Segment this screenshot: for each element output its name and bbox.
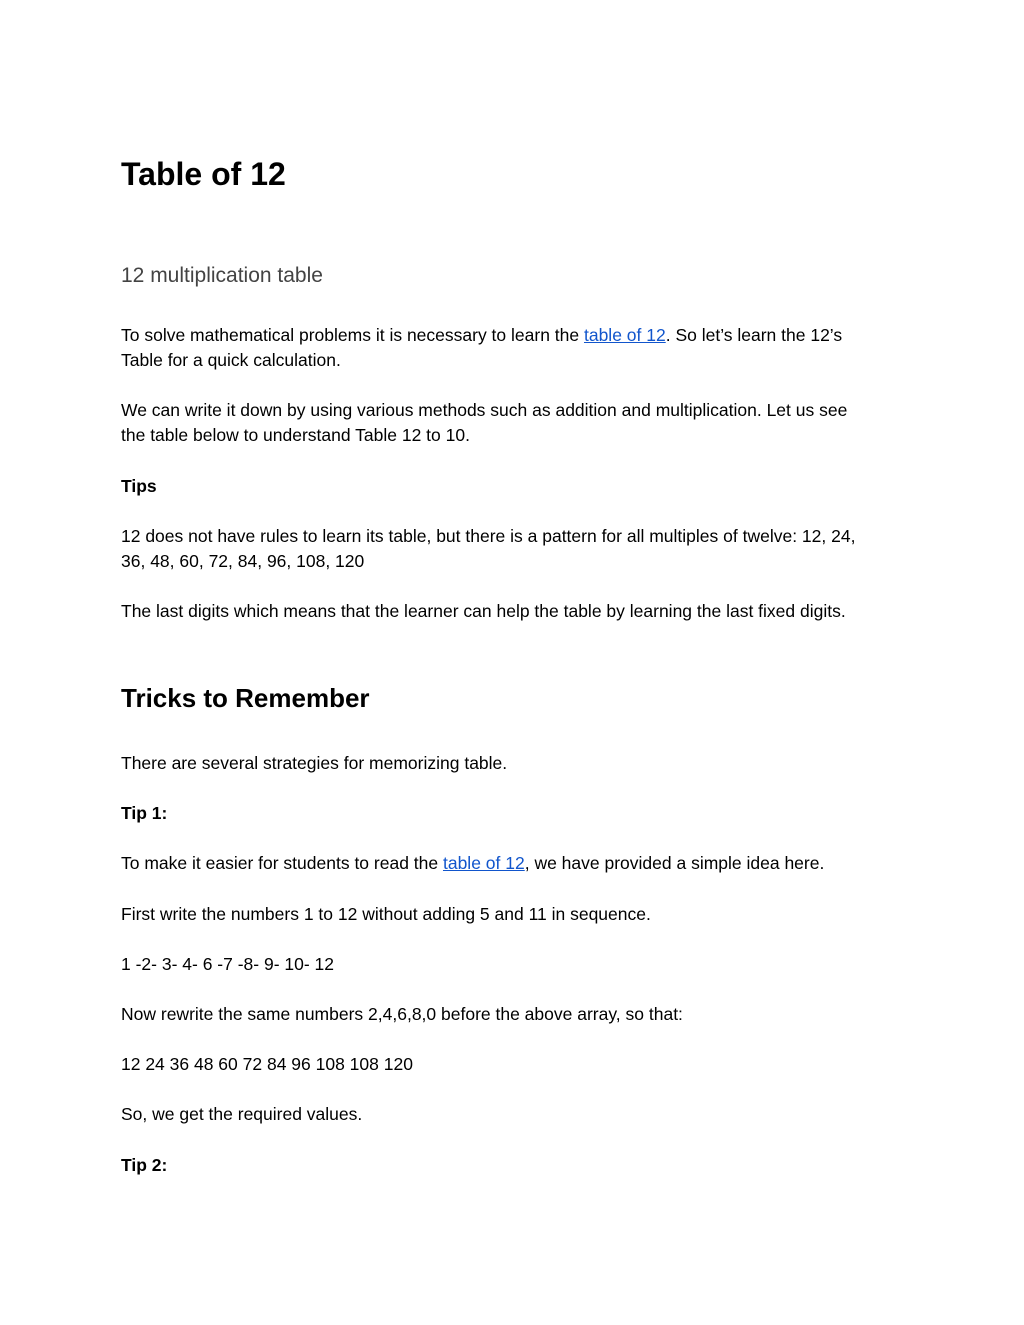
- tip1-label: Tip 1:: [121, 803, 168, 823]
- tricks-heading: Tricks to Remember: [121, 683, 370, 713]
- pattern-line1: 12 does not have rules to learn its table, but there is a pattern for all multiples of twelve: 12, 24,: [121, 526, 856, 546]
- page-subtitle: 12 multiplication table: [121, 264, 323, 287]
- last-digits-paragraph: The last digits which means that the learner can help the table by learning the last fixed digits.: [121, 601, 846, 621]
- intro-text-after: . So let’s learn the 12’s: [665, 325, 843, 345]
- rewrite-paragraph: Now rewrite the same numbers 2,4,6,8,0 before the above array, so that:: [121, 1004, 683, 1024]
- methods-line1: We can write it down by using various methods such as addition and multiplication. Let us see: [121, 400, 848, 420]
- methods-line2: the table below to understand Table 12 to 10.: [121, 425, 470, 445]
- number-sequence: 1 -2- 3- 4- 6 -7 -8- 9- 10- 12: [121, 954, 334, 974]
- strategies-paragraph: There are several strategies for memorizing table.: [121, 753, 508, 773]
- simple-idea-paragraph: [121, 851, 824, 876]
- intro-paragraph: [121, 323, 842, 373]
- tips-heading: Tips: [121, 476, 157, 496]
- pattern-line2: 36, 48, 60, 72, 84, 96, 108, 120: [121, 551, 365, 571]
- methods-paragraph: [121, 398, 847, 448]
- table-of-12-link[interactable]: table of 12: [583, 325, 666, 345]
- page-title: Table of 12: [121, 156, 286, 192]
- simple-idea-after: , we have provided a simple idea here.: [524, 853, 825, 873]
- simple-idea-before: To make it easier for students to read the: [121, 853, 443, 873]
- table-of-12-link-2[interactable]: table of 12: [442, 853, 525, 873]
- intro-text-before: To solve mathematical problems it is necessary to learn the: [121, 325, 584, 345]
- required-values-paragraph: So, we get the required values.: [121, 1104, 363, 1124]
- pattern-paragraph: [121, 524, 855, 574]
- tip2-label: Tip 2:: [121, 1155, 168, 1175]
- intro-text-line2: Table for a quick calculation.: [121, 350, 341, 370]
- first-write-paragraph: First write the numbers 1 to 12 without adding 5 and 11 in sequence.: [121, 904, 651, 924]
- multiples-sequence: 12 24 36 48 60 72 84 96 108 108 120: [121, 1054, 413, 1074]
